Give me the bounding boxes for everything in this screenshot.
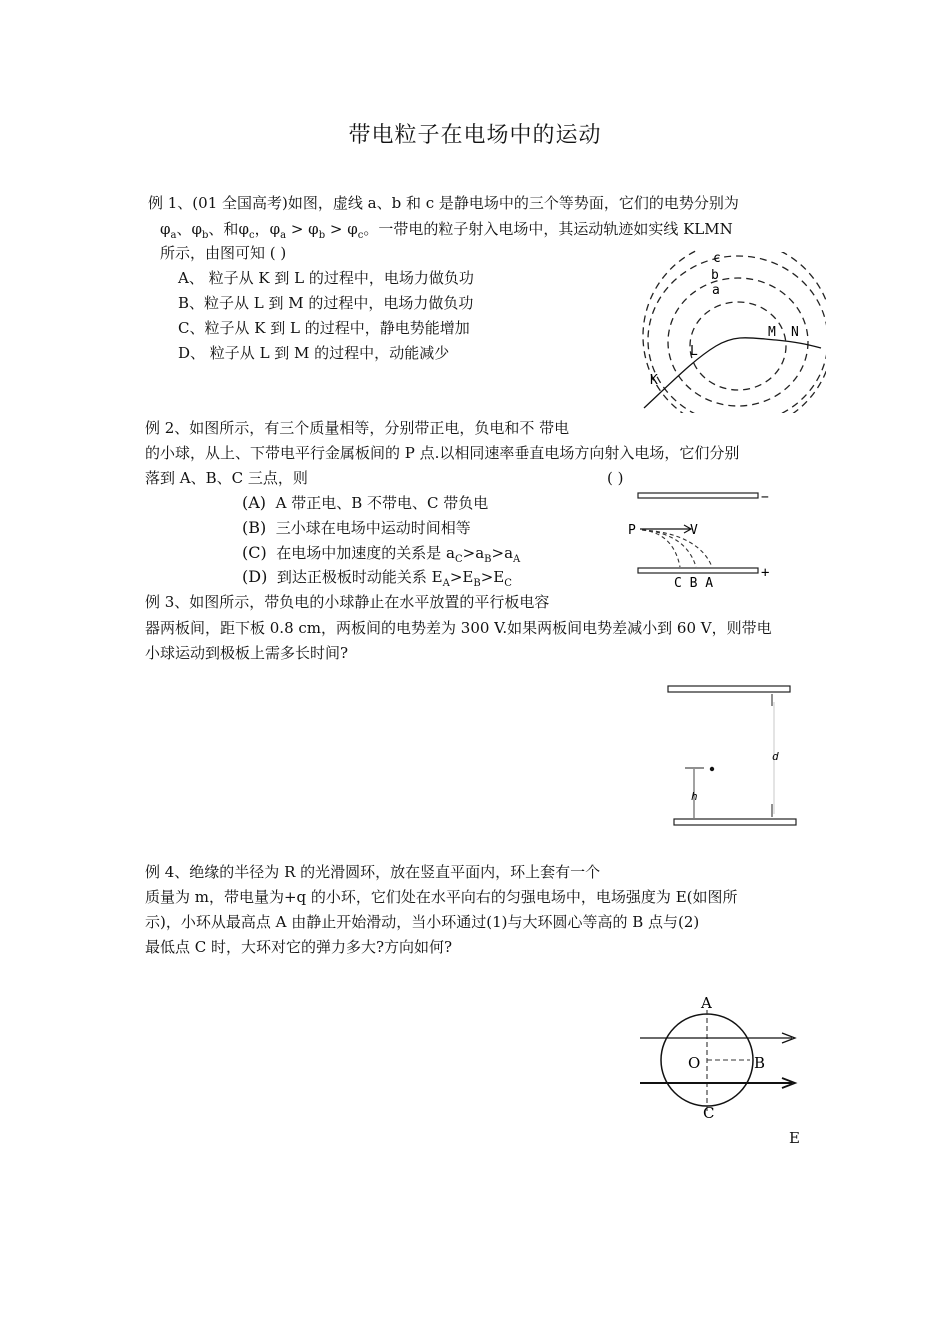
page-title: 带电粒子在电场中的运动 [348,123,602,148]
label-a: A [701,994,712,1012]
path-to-b [642,530,696,567]
ex2-line2: 的小球，从上、下带电平行金属板间的 P 点.以相同速率垂直电场方向射入电场，它们分别 [145,444,740,462]
ex1-line3: 所示，由图可知 ( ) [160,244,287,262]
ex2-option-c: (C) 在电场中加速度的关系是 $a_C>a_B>a_A$ [242,543,521,565]
lower-plate [674,819,796,825]
label-h: h [691,790,698,803]
ex1-figure [636,248,826,413]
ex1-option-b: B、粒子从 L 到 M 的过程中，电场力做负功 [178,294,474,312]
label-l: L [690,344,698,359]
ex1-option-d: D、 粒子从 L 到 M 的过程中，动能减少 [178,344,450,362]
ex1-line2: $\varphi_a$、$\varphi_b$、和$\varphi_c$，$\varphi_a > \varphi_b > \varphi_c$。一带电的粒子射入电场中，其运动轨迹如实线 KLMN [160,220,733,241]
label-k: K [650,373,658,388]
ex4-line2: 质量为 m，带电量为+q 的小环，它们处在水平向右的匀强电场中，电场强度为 E(如图所 [145,888,738,906]
top-plate [638,493,758,498]
equipotential-middle [668,278,808,406]
ex1-line1: 例 1、(01 全国高考)如图，虚线 a、b 和 c 是静电场中的三个等势面，它们的电势分别为 [148,194,739,212]
label-a: a [712,283,720,298]
ex2-option-a: (A) A 带正电、B 不带电、C 带负电 [242,493,489,512]
ex2-line1: 例 2、如图所示，有三个质量相等，分别带正电，负电和不 带电 [145,419,570,437]
upper-plate [668,686,790,692]
ex4-line4: 最低点 C 时，大环对它的弹力多大?方向如何? [145,938,453,956]
ex1-option-a: A、 粒子从 K 到 L 的过程中，电场力做负功 [178,269,474,287]
equipotential-inner [690,302,786,390]
label-o: O [688,1054,701,1072]
ex4-line3: 示)，小环从最高点 A 由静止开始滑动，当小环通过(1)与大环圆心等高的 B 点与(2) [145,913,700,931]
trajectory-klmn [644,338,821,408]
ex2-answer-paren: ( ) [607,469,624,487]
label-v: V [690,523,698,538]
label-minus: − [761,490,769,505]
label-c: C [703,1104,715,1122]
label-m: M [768,325,776,340]
label-d: d [772,750,779,763]
label-b: b [711,268,719,283]
ex1-option-c: C、粒子从 K 到 L 的过程中，静电势能增加 [178,319,470,337]
ex3-figure [664,682,804,830]
label-plus: + [761,565,770,581]
ex2-option-d: (D) 到达正极板时动能关系 $E_A>E_B>E_C$ [242,567,512,589]
ex3-line3: 小球运动到极板上需多长时间? [145,644,349,662]
label-cba: C B A [674,576,714,591]
path-to-a [642,530,712,567]
ex2-line3: 落到 A、B、C 三点，则 [145,469,308,487]
label-n: N [791,325,799,340]
ex4-label-e: E [789,1129,800,1147]
ex2-figure [624,486,784,591]
path-to-c [642,530,680,567]
ex2-option-b: (B) 三小球在电场中运动时间相等 [242,518,471,537]
label-b: B [754,1054,766,1072]
label-c: c [713,251,721,266]
ex3-line2: 器两板间，距下板 0.8 cm，两板间的电势差为 300 V.如果两板间电势差减小到 60 V，则带电 [145,619,772,637]
ex4-line1: 例 4、绝缘的半径为 R 的光滑圆环，放在竖直平面内，环上套有一个 [145,863,601,881]
bottom-plate [638,568,758,573]
charged-ball [710,767,714,771]
ex4-figure [640,990,810,1125]
ex3-line1: 例 3、如图所示，带负电的小球静止在水平放置的平行板电容 [145,593,550,611]
label-p: P [628,523,636,538]
